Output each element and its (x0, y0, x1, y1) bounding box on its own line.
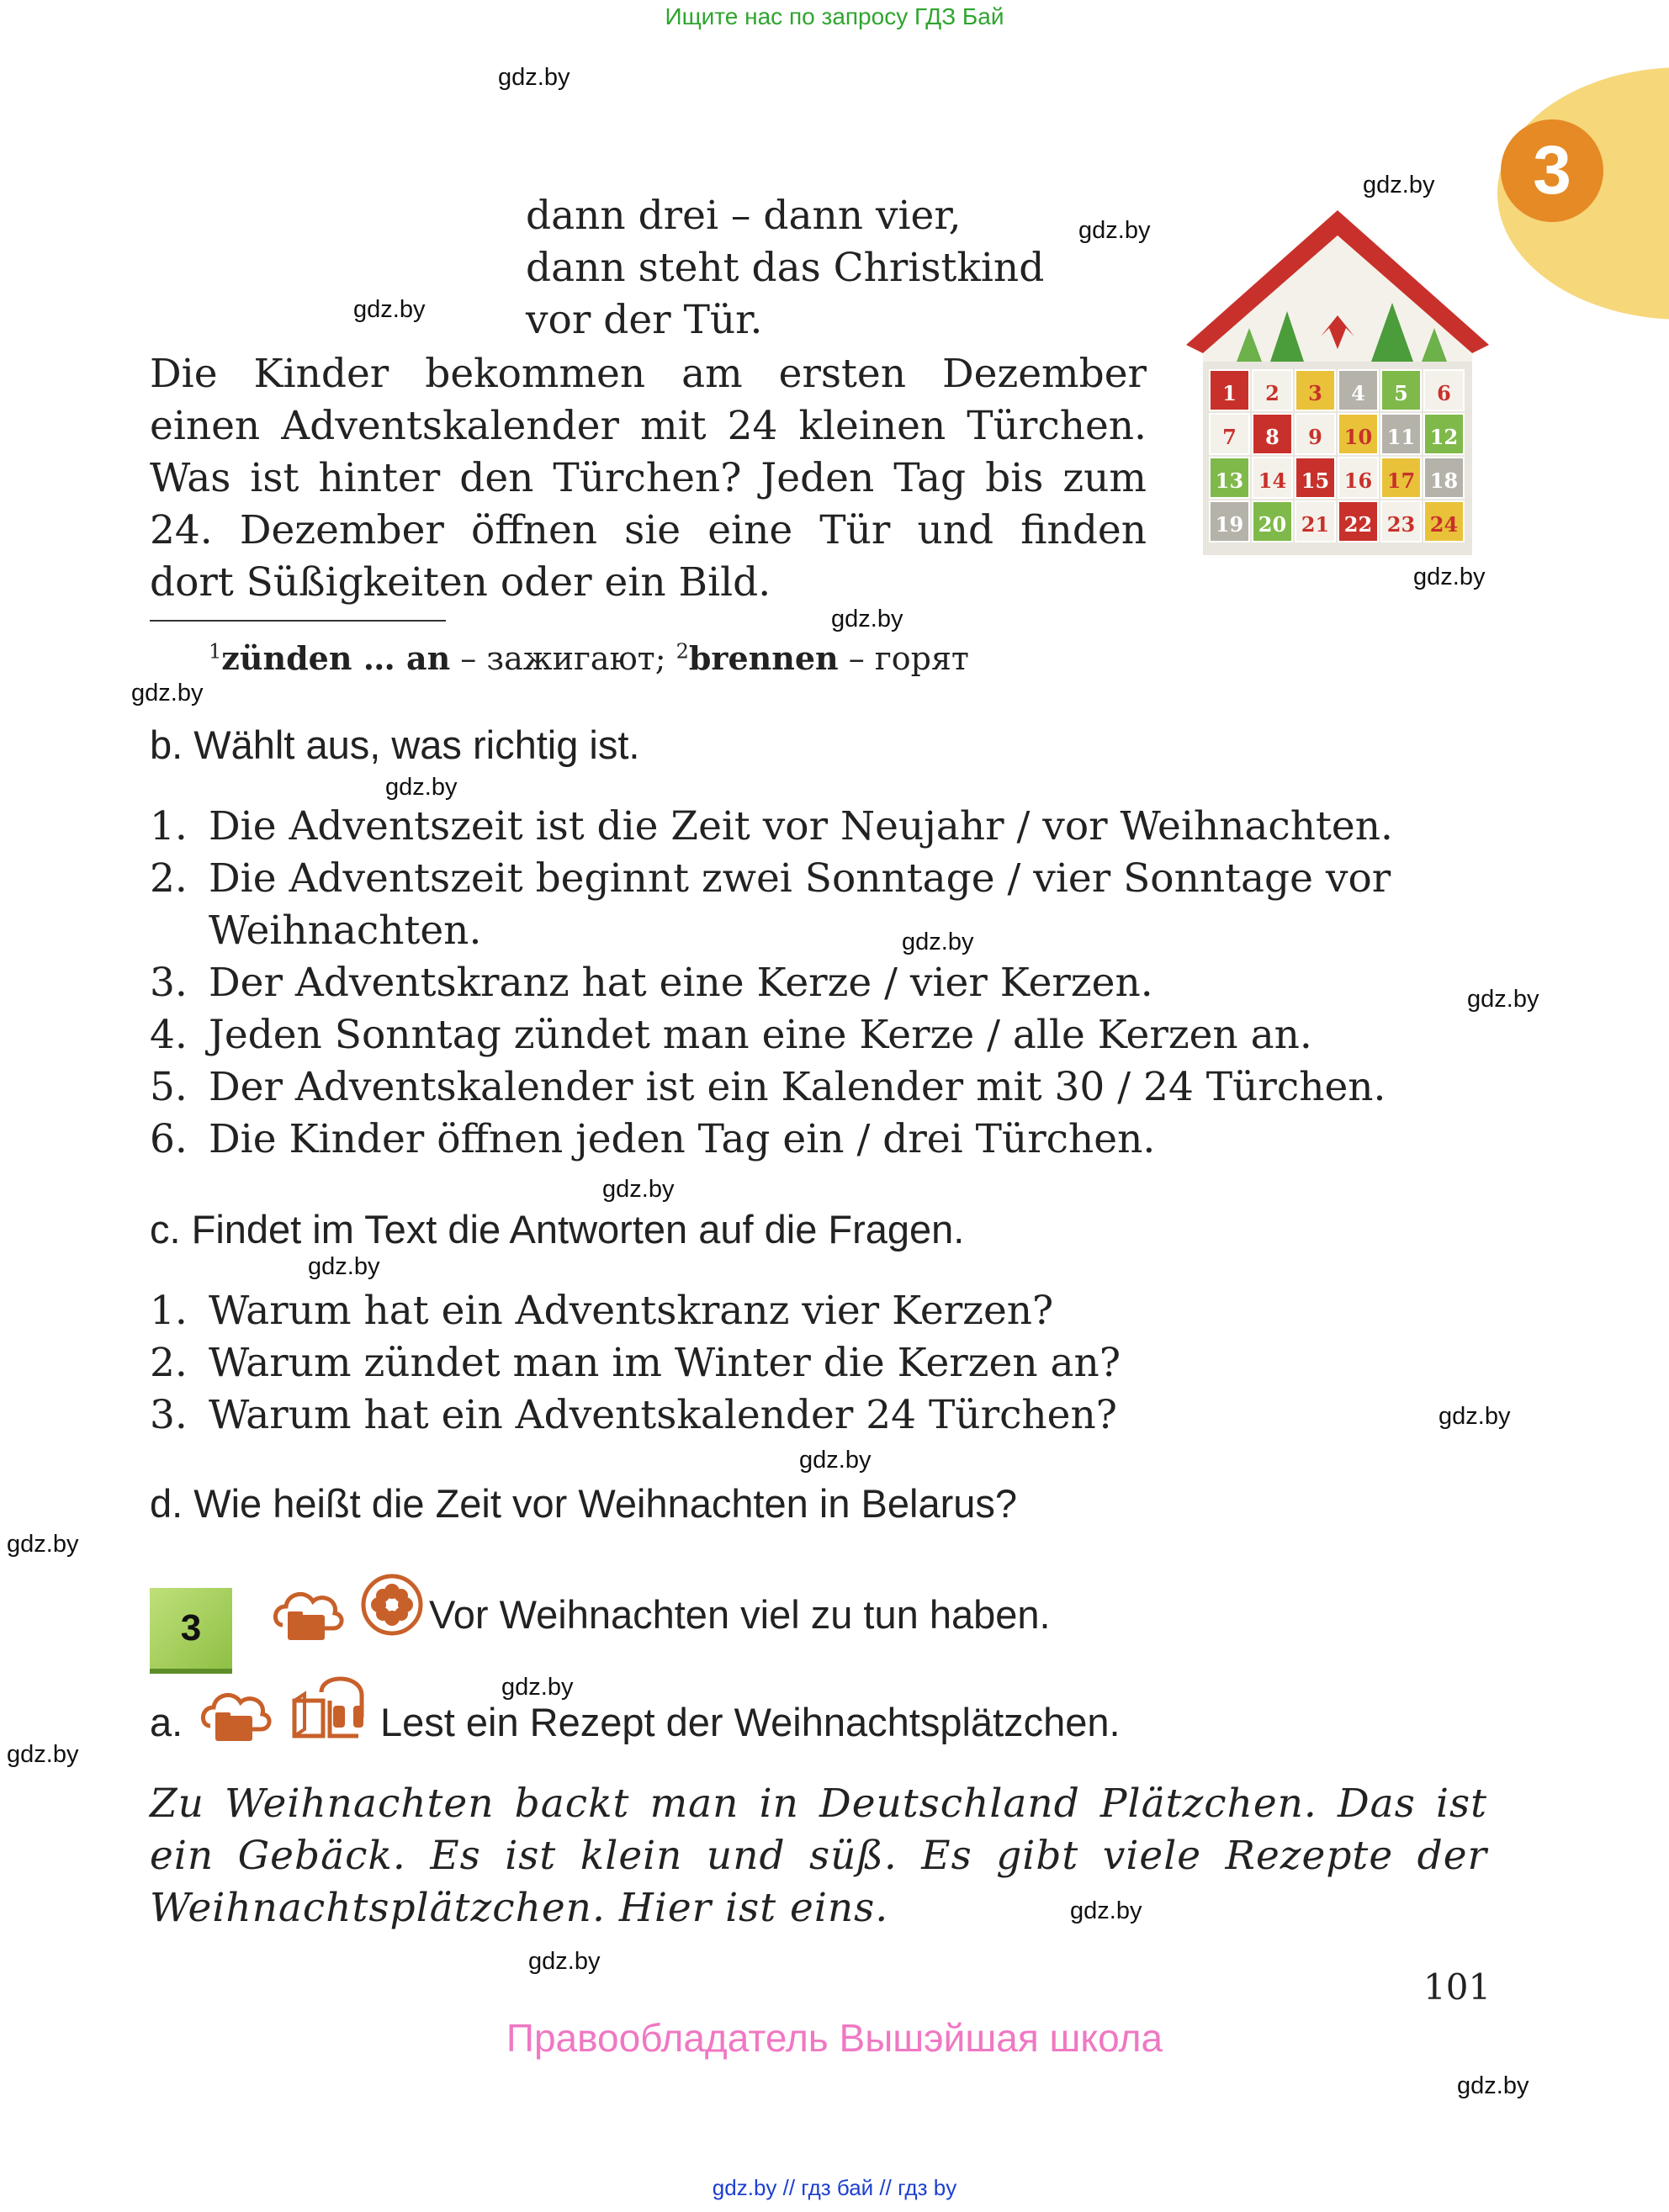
cloud-folder-icon (271, 1581, 347, 1648)
section-b-heading: b. Wählt aus, was richtig ist. (150, 722, 640, 767)
calendar-drawer-number: 22 (1343, 512, 1373, 537)
intro-line: Weihnachtsplätzchen. Hier ist eins. (150, 1885, 889, 1931)
footnote-translation: – горят (838, 640, 969, 677)
watermark: gdz.by (1363, 172, 1435, 198)
watermark: gdz.by (1467, 986, 1539, 1013)
item-text: Der Adventskalender ist ein Kalender mit 30 / 24 Türchen. (209, 1064, 1386, 1110)
poem-line: dann steht das Christkind (526, 245, 1045, 291)
watermark: gdz.by (528, 1948, 601, 1975)
advent-calendar-illustration (1178, 202, 1497, 572)
paragraph-line: Was ist hinter den Türchen? Jeden Tag bis zum (150, 455, 1147, 501)
watermark: gdz.by (385, 774, 458, 801)
copyright-holder: Правообладатель Вышэйшая школа (506, 2016, 1163, 2060)
calendar-drawer-number: 12 (1429, 425, 1459, 449)
list-item (150, 1114, 1393, 1166)
item-text: Warum zündet man im Winter die Kerzen an? (209, 1340, 1121, 1386)
calendar-drawer-number: 6 (1437, 381, 1451, 405)
calendar-drawer-number: 24 (1429, 512, 1459, 537)
watermark: gdz.by (498, 64, 570, 91)
item-number: 4. (150, 1012, 188, 1058)
calendar-drawer-number: 23 (1386, 512, 1416, 537)
cloud-folder-icon (199, 1682, 274, 1749)
list-item (150, 801, 1393, 853)
list-item (150, 1337, 1121, 1389)
list-item (150, 853, 1393, 957)
footnote (209, 639, 969, 677)
watermark: gdz.by (7, 1741, 79, 1768)
item-number: 1. (150, 803, 188, 849)
footnote-marker: 1 (209, 639, 222, 664)
calendar-drawer-number: 18 (1429, 468, 1459, 493)
intro-line: Zu Weihnachten backt man in Deutschland Plätzchen. Das ist (150, 1781, 1487, 1827)
subtask-a-title: Lest ein Rezept der Weihnachtsplätzchen. (380, 1700, 1121, 1744)
watermark: gdz.by (501, 1674, 574, 1701)
poem-line: vor der Tür. (526, 297, 763, 343)
footnote-term: brennen (688, 639, 839, 677)
calendar-drawer-number: 11 (1386, 425, 1416, 449)
footnote-divider (150, 620, 446, 622)
watermark: gdz.by (902, 929, 974, 955)
item-text: Warum hat ein Adventskalender 24 Türchen? (209, 1392, 1117, 1438)
calendar-drawer-number: 1 (1222, 381, 1237, 405)
footnote-translation: – зажигают; (450, 640, 676, 677)
list-item (150, 1285, 1121, 1337)
section-c-list (150, 1285, 1121, 1442)
book-listen-icon (288, 1675, 368, 1743)
watermark: gdz.by (353, 296, 426, 323)
watermark: gdz.by (799, 1447, 872, 1474)
calendar-drawer-number: 8 (1265, 425, 1280, 449)
section-d-heading: d. Wie heißt die Zeit vor Weihnachten in Belarus? (150, 1481, 1018, 1526)
item-number: 6. (150, 1116, 188, 1162)
list-item (150, 1061, 1393, 1114)
watermark: gdz.by (1413, 564, 1486, 590)
calendar-drawer-number: 4 (1351, 381, 1365, 405)
calendar-drawer-number: 19 (1215, 512, 1244, 537)
footnote-marker: 2 (676, 639, 689, 664)
watermark: gdz.by (831, 606, 903, 632)
item-text: Der Adventskranz hat eine Kerze / vier Kerzen. (209, 960, 1153, 1006)
watermark: gdz.by (1439, 1403, 1511, 1430)
calendar-drawer-number: 16 (1343, 468, 1373, 493)
calendar-drawer-number: 5 (1394, 381, 1408, 405)
calendar-drawer-number: 15 (1301, 468, 1330, 493)
item-number: 1. (150, 1288, 188, 1334)
exercise-number-badge: 3 (150, 1588, 232, 1674)
item-text-continued: Weihnachten. (209, 908, 482, 954)
section-b-list (150, 801, 1393, 1166)
calendar-drawer-number: 10 (1343, 425, 1373, 449)
poem-block (526, 190, 1044, 347)
paragraph-line: einen Adventskalender mit 24 kleinen Türchen. (150, 403, 1147, 449)
item-number: 3. (150, 1392, 188, 1438)
intro-line: ein Gebäck. Es ist klein und süß. Es gibt viele Rezepte der (150, 1833, 1487, 1879)
watermark: gdz.by (1070, 1897, 1142, 1924)
footnote-term: zünden … an (221, 639, 451, 677)
paragraph-line: dort Süßigkeiten oder ein Bild. (150, 559, 771, 606)
top-search-hint[interactable]: Ищите нас по запросу ГДЗ Бай (665, 3, 1004, 29)
item-text: Jeden Sonntag zündet man eine Kerze / alle Kerzen an. (209, 1012, 1312, 1058)
calendar-drawer-number: 14 (1258, 468, 1287, 493)
watermark: gdz.by (602, 1176, 675, 1203)
item-text: Warum hat ein Adventskranz vier Kerzen? (209, 1288, 1054, 1334)
list-item (150, 1009, 1393, 1061)
watermark: gdz.by (7, 1531, 79, 1558)
calendar-drawer-number: 3 (1308, 381, 1322, 405)
calendar-drawer-number: 20 (1258, 512, 1287, 537)
calendar-drawer-number: 9 (1308, 425, 1322, 449)
item-number: 5. (150, 1064, 188, 1110)
text-paragraph (150, 348, 1147, 609)
item-text: Die Adventszeit ist die Zeit vor Neujahr / vor Weihnachten. (209, 803, 1393, 849)
watermark: gdz.by (308, 1253, 380, 1280)
intro-text (150, 1778, 1487, 1934)
calendar-drawer-number: 17 (1386, 468, 1416, 493)
poem-line: dann drei – dann vier, (526, 193, 962, 239)
chapter-number-badge: 3 (1501, 119, 1603, 222)
subtask-a-label: a. (150, 1700, 183, 1744)
calendar-drawer-number: 2 (1265, 381, 1280, 405)
item-text: Die Kinder öffnen jeden Tag ein / drei Türchen. (209, 1116, 1156, 1162)
item-text: Die Adventszeit beginnt zwei Sonntage / vier Sonntage vor (209, 855, 1391, 902)
item-number: 3. (150, 960, 188, 1006)
list-item (150, 1389, 1121, 1442)
calendar-drawer-number: 7 (1222, 425, 1237, 449)
section-c-heading: c. Findet im Text die Antworten auf die Fragen. (150, 1207, 965, 1252)
calendar-drawer-number: 21 (1301, 512, 1330, 537)
item-number: 2. (150, 855, 188, 902)
watermark: gdz.by (1078, 217, 1151, 244)
paragraph-line: 24. Dezember öffnen sie eine Tür und finden (150, 507, 1147, 553)
flower-icon (360, 1573, 424, 1637)
paragraph-line: Die Kinder bekommen am ersten Dezember (150, 351, 1147, 397)
bottom-links[interactable]: gdz.by // гдз бай // гдз by (712, 2175, 957, 2200)
list-item (150, 957, 1393, 1009)
exercise-title: Vor Weihnachten viel zu tun haben. (429, 1592, 1051, 1637)
watermark: gdz.by (131, 680, 204, 706)
page-number: 101 (1423, 1966, 1492, 2008)
calendar-drawer-number: 13 (1215, 468, 1244, 493)
item-number: 2. (150, 1340, 188, 1386)
watermark: gdz.by (1457, 2072, 1529, 2099)
